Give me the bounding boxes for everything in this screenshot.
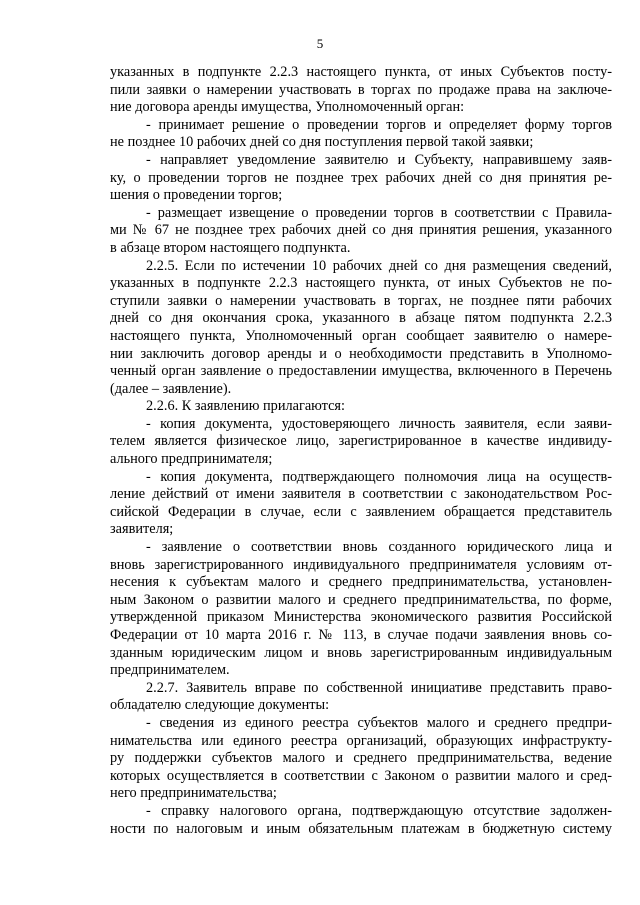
text-line: настоящего пункта, Уполномоченный орган сообщает заявителю о намере- (110, 327, 612, 344)
text-line: ку, о проведении торгов не позднее трех рабочих дней со дня принятия ре- (110, 169, 612, 186)
text-line: нии заключить договор аренды и о необходимости представить в Уполномо- (110, 345, 612, 362)
text-line: указанных в подпункте 2.2.3 настоящего пункта, от иных Субъектов не по- (110, 275, 612, 292)
text-line: (далее – заявление). (110, 380, 232, 397)
text-line: - справку налогового органа, подтверждающую отсутствие задолжен- (146, 802, 612, 819)
text-line: которых осуществляется в соответствии с Законом о развитии малого и сред- (110, 767, 612, 784)
text-line: ченный орган заявление о предоставлении имущества, включенного в Перечень (110, 363, 612, 380)
text-line: него предпринимательства; (110, 785, 277, 802)
text-line: - принимает решение о проведении торгов и определяет форму торгов (146, 116, 612, 133)
text-line: в абзаце втором настоящего подпункта. (110, 239, 351, 256)
text-line: ление действий от имени заявителя в соответствии с законодательством Рос- (110, 486, 612, 503)
text-line: обладателю следующие документы: (110, 697, 330, 714)
document-body (110, 64, 612, 838)
text-line: не позднее 10 рабочих дней со дня поступления первой такой заявки; (110, 134, 534, 151)
page-number: 5 (316, 36, 324, 51)
text-line: - сведения из единого реестра субъектов малого и среднего предпри- (146, 714, 612, 731)
text-line: ным Законом о развитии малого и среднего предпринимательства, по форме, (110, 591, 612, 608)
text-line: ности по налоговым и иным обязательным платежам в бюджетную систему (110, 820, 612, 837)
text-line: - размещает извещение о проведении торгов в соответствии с Правила- (146, 204, 612, 221)
text-line: - направляет уведомление заявителю и Субъекту, направившему заяв- (146, 151, 612, 168)
text-line: - заявление о соответствии вновь созданного юридического лица и (146, 539, 612, 556)
text-line: 2.2.7. Заявитель вправе по собственной инициативе представить право- (146, 679, 612, 696)
text-line: заявителя; (110, 521, 174, 538)
text-line: утвержденной приказом Министерства экономического развития Российской (110, 609, 612, 626)
text-line: нимательства или единого реестра организаций, образующих инфраструкту- (110, 732, 612, 749)
text-line: ру поддержки субъектов малого и среднего предпринимательства, ведение (110, 750, 612, 767)
text-line: - копия документа, подтверждающего полномочия лица на осуществ- (146, 468, 612, 485)
text-line: Федерации от 10 марта 2016 г. № 113, в случае подачи заявления вновь со- (110, 627, 612, 643)
text-line: пили заявки о намерении участвовать в торгах по продаже права на заключе- (110, 81, 612, 98)
text-line: шения о проведении торгов; (110, 187, 283, 204)
text-line: - копия документа, удостоверяющего личность заявителя, если заяви- (146, 415, 612, 432)
text-line: указанных в подпункте 2.2.3 настоящего пункта, от иных Субъектов посту- (110, 64, 612, 80)
text-line: зданным юридическим лицом и вновь зарегистрированным индивидуальным (110, 644, 612, 661)
text-line: ального предпринимателя; (110, 451, 273, 468)
text-line: несения к субъектам малого и среднего предпринимательства, установлен- (110, 574, 612, 591)
text-line: вновь зарегистрированного индивидуального предпринимателя условиям от- (110, 556, 612, 573)
text-line: 2.2.5. Если по истечении 10 рабочих дней со дня размещения сведений, (146, 257, 612, 274)
text-line: дней со дня окончания срока, указанного в абзаце пятом подпункта 2.2.3 (110, 310, 612, 327)
text-line: телем является физическое лицо, зарегистрированное в качестве индивиду- (110, 433, 612, 450)
text-line: ние договора аренды имущества, Уполномоченный орган: (110, 99, 465, 116)
text-line: ми № 67 не позднее трех рабочих дней со дня принятия решения, указанного (110, 222, 612, 239)
text-line: 2.2.6. К заявлению прилагаются: (146, 398, 345, 415)
text-line: ступили заявки о намерении участвовать в торгах, не позднее пяти рабочих (110, 292, 612, 309)
text-line: предпринимателем. (110, 662, 230, 679)
text-line: сийской Федерации в случае, если с заявлением обращается представитель (110, 503, 612, 520)
